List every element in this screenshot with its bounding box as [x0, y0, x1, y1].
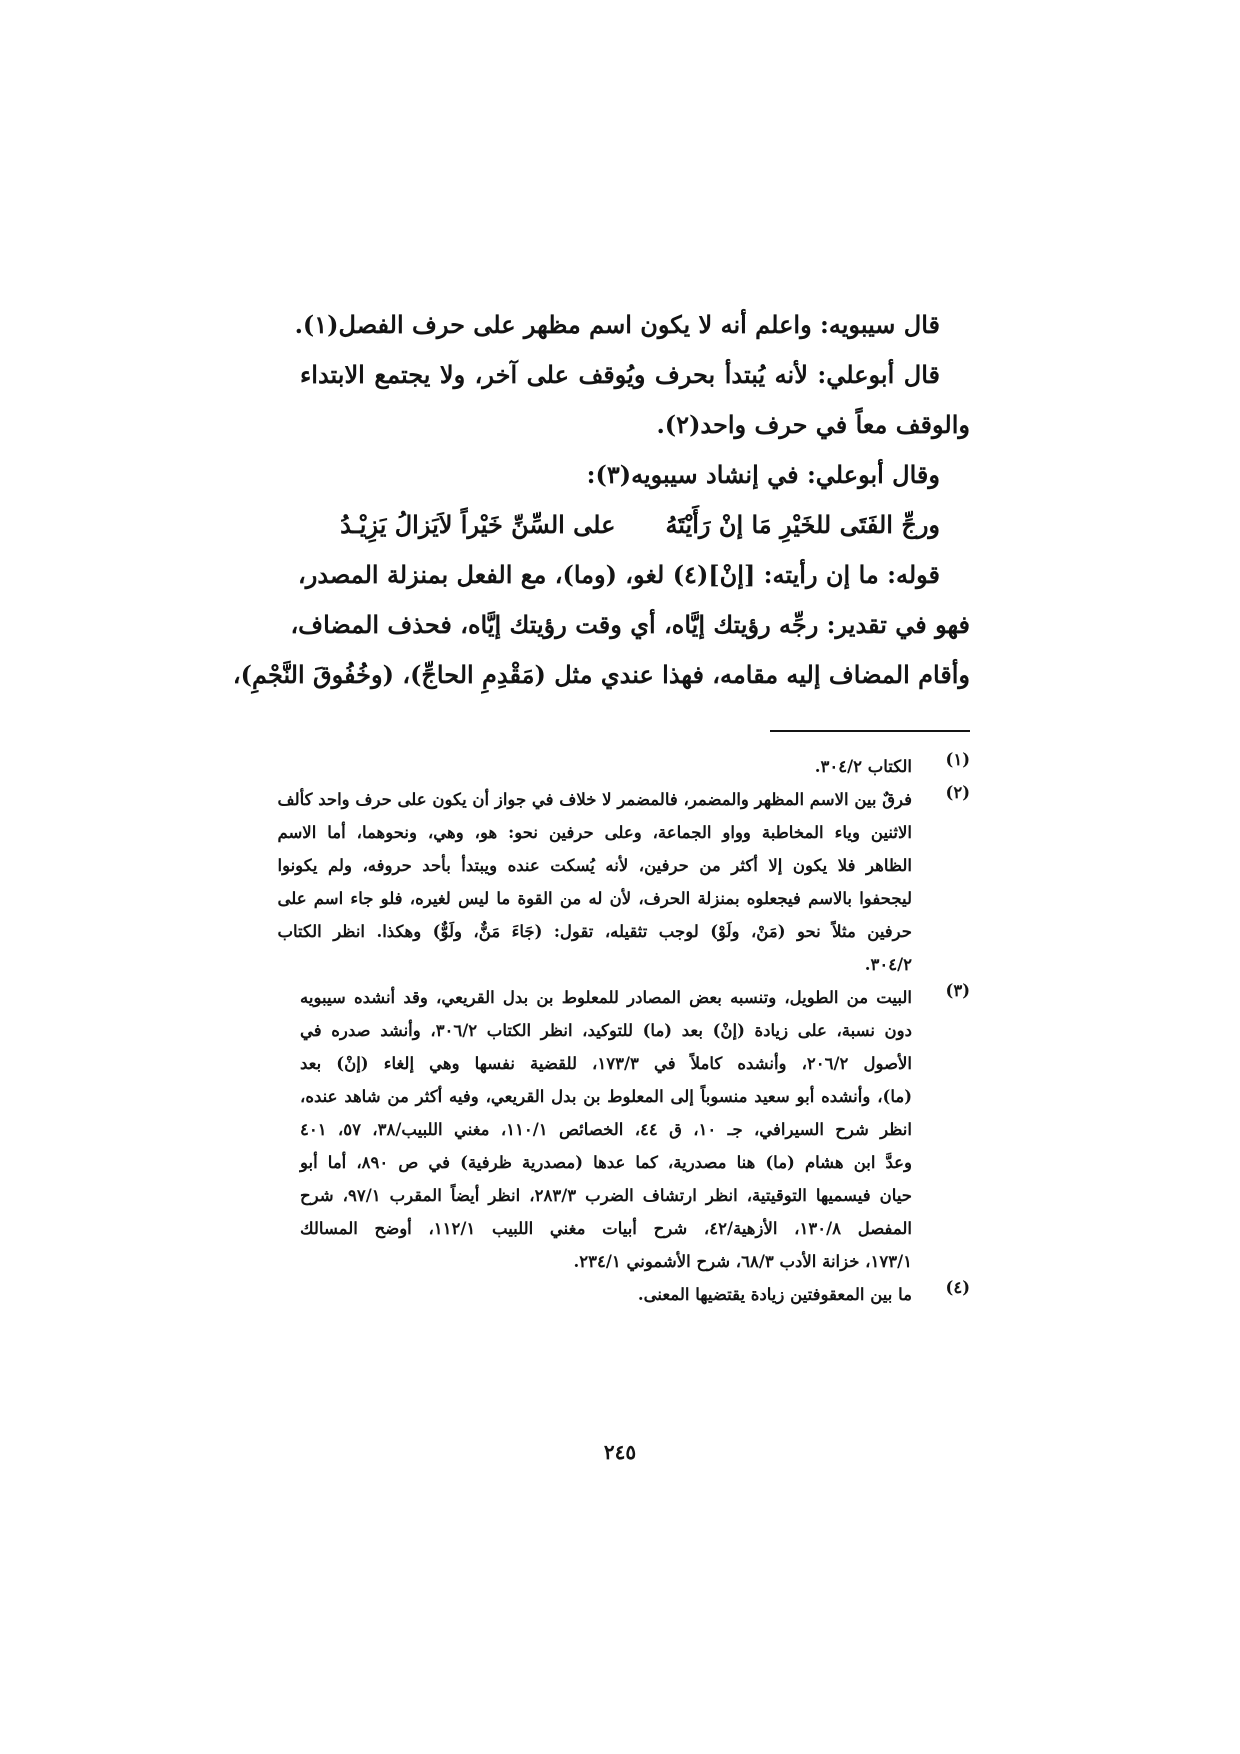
main-text-line: وقال أبوعلي: في إنشاد سيبويه(٣): [586, 460, 940, 489]
footnote-3 [300, 981, 970, 1278]
footnote-number: (١) [945, 750, 970, 769]
footnote-line: (ما)، وأنشده أبو سعيد منسوباً إلى المعلوط بن بدل القريعي، وفيه أكثر من شاهد عنده، [300, 1087, 912, 1106]
footnote-line: ١٧٣/١، خزانة الأدب ٦٨/٣، شرح الأشموني ٢٣٤/١. [573, 1252, 912, 1271]
footnote-1 [300, 750, 970, 783]
footnote-line: دون نسبة، على زيادة (إنْ) بعد (ما) للتوكيد، انظر الكتاب ٣٠٦/٢، وأنشد صدره في [300, 1021, 912, 1040]
main-text-line: قال أبوعلي: لأنه يُبتدأ بحرف ويُوقف على آخر، ولا يجتمع الابتداء [300, 360, 940, 389]
footnote-line: الاثنين وياء المخاطبة وواو الجماعة، وعلى حرفين نحو: هو، وهي، ونحوهما، أما الاسم [277, 823, 912, 842]
main-text-line: قال سيبويه: واعلم أنه لا يكون اسم مظهر على حرف الفصل(١). [294, 310, 940, 339]
footnote-line: المفصل ١٣٠/٨، الأزهية/٤٢، شرح أبيات مغني اللبيب ١١٢/١، أوضح المسالك [300, 1219, 913, 1238]
main-text-line: وأقام المضاف إليه مقامه، فهذا عندي مثل (مَقْدِمِ الحاجِّ)، (وخُفُوقَ النَّجْمِ)، [232, 660, 970, 689]
main-text-line: فهو في تقدير: رجِّه رؤيتك إيَّاه، أي وقت رؤيتك إيَّاه، فحذف المضاف، [290, 610, 970, 639]
footnote-line: ليجحفوا بالاسم فيجعلوه بمنزلة الحرف، لأن له من القوة ما ليس لغيره، فلو جاء اسم على [277, 889, 912, 908]
footnote-divider [770, 730, 970, 732]
poetry-verse [300, 500, 970, 550]
verse-second-hemistich: على السِّنِّ خَيْراً لاَيَزالُ يَزِيْـدُ [340, 510, 616, 539]
main-text-line: قوله: ما إن رأيته: [إنْ](٤) لغو، (وما)، مع الفعل بمنزلة المصدر، [297, 560, 940, 589]
footnote-line: فرقٌ بين الاسم المظهر والمضمر، فالمضمر لا خلاف في جواز أن يكون على حرف واحد كألف [277, 790, 912, 809]
footnote-2 [277, 783, 970, 981]
footnote-line: البيت من الطويل، وتنسبه بعض المصادر للمعلوط بن بدل القريعي، وقد أنشده سيبويه [300, 988, 912, 1007]
footnote-line: ٣٠٤/٢. [864, 955, 912, 974]
footnote-line: الكتاب ٣٠٤/٢. [814, 757, 912, 776]
footnote-line: حرفين مثلاً نحو (مَنْ، ولَوْ) لوجب تثقيله، تقول: (جَاءَ مَنٌّ، ولَوٌّ) وهكذا. انظر الكتاب [277, 922, 912, 941]
footnote-number: (٢) [945, 783, 970, 802]
page-number: ٢٤٥ [603, 1440, 637, 1464]
verse-first-hemistich: ورجِّ الفَتَى للخَيْرِ مَا إنْ رَأَيْتَهُ [665, 510, 940, 539]
footnote-line: حيان فيسميها التوقيتية، انظر ارتشاف الضرب ٢٨٣/٣، انظر أيضاً المقرب ٩٧/١، شرح [300, 1186, 912, 1205]
footnotes [277, 750, 970, 1311]
footnote-line: الظاهر فلا يكون إلا أكثر من حرفين، لأنه يُسكت عنده ويبتدأ بأحد حروفه، ولم يكونوا [277, 856, 912, 875]
footnote-line: انظر شرح السيرافي، جـ ١٠، ق ٤٤، الخصائص ١١٠/١، مغني اللبيب/٣٨، ٥٧، ٤٠١ [300, 1120, 912, 1139]
footnote-number: (٣) [945, 981, 970, 1000]
main-text [232, 300, 970, 700]
footnote-line: ما بين المعقوفتين زيادة يقتضيها المعنى. [637, 1285, 912, 1304]
footnote-line: وعدَّ ابن هشام (ما) هنا مصدرية، كما عدها (مصدرية ظرفية) في ص ٨٩٠، أما أبو [300, 1153, 912, 1172]
footnote-4 [300, 1278, 970, 1311]
main-text-line: والوقف معاً في حرف واحد(٢). [656, 410, 970, 439]
footnote-number: (٤) [945, 1278, 970, 1297]
footnote-line: الأصول ٢٠٦/٢، وأنشده كاملاً في ١٧٣/٣، للقضية نفسها وهي إلغاء (إنْ) بعد [300, 1054, 912, 1073]
